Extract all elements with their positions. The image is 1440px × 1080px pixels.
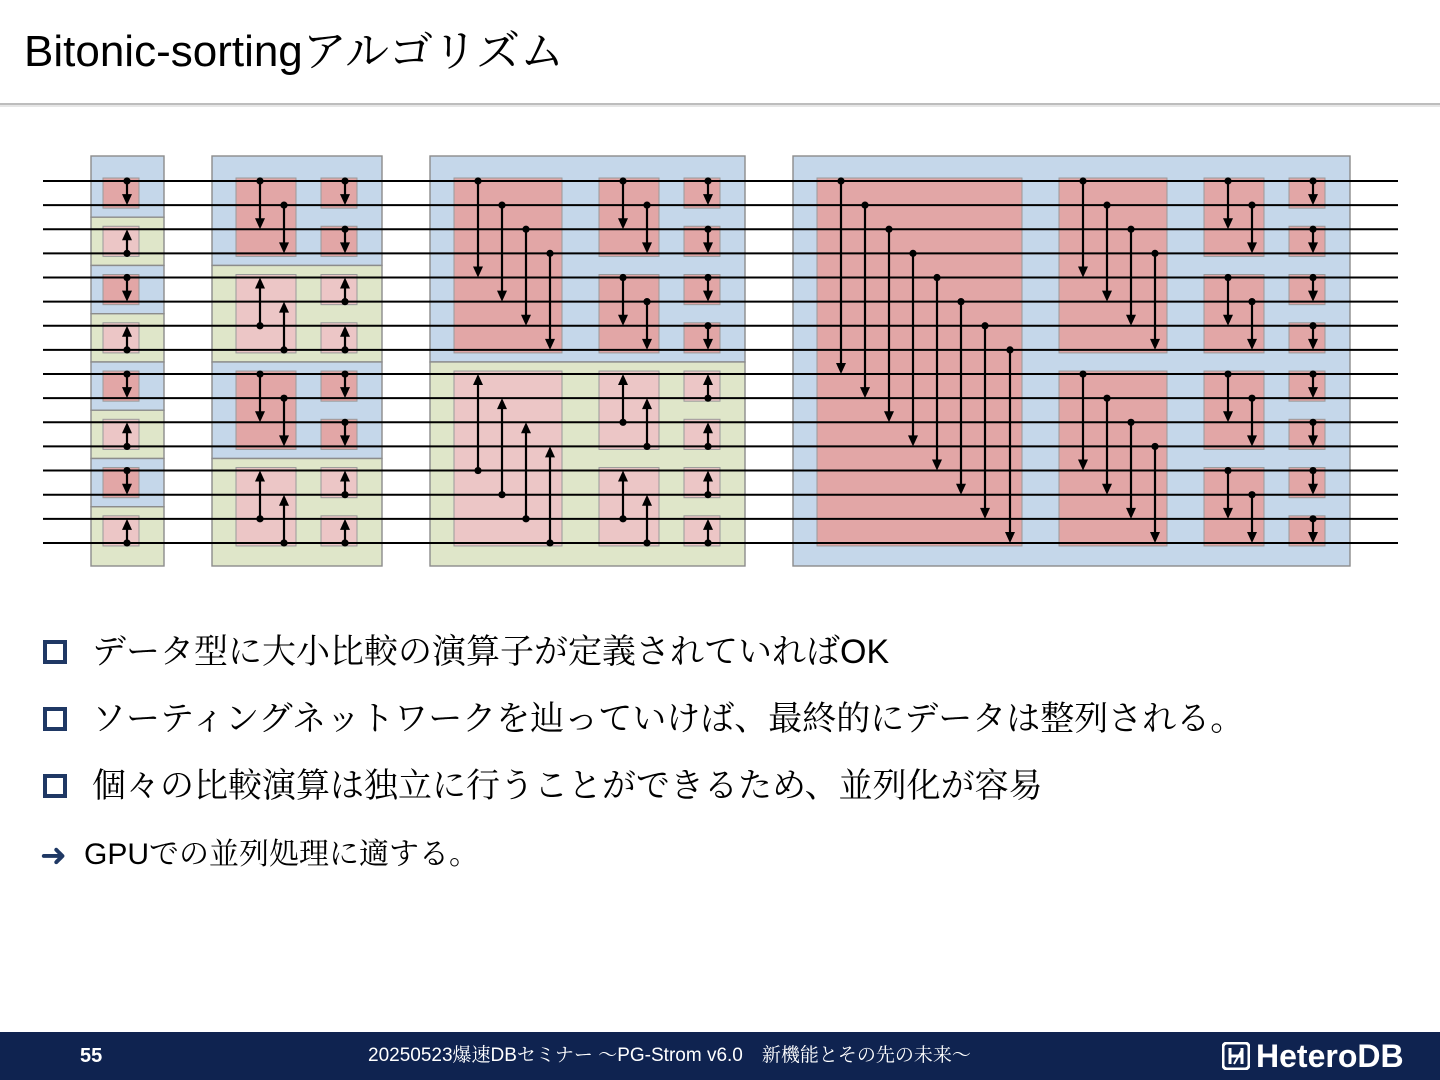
- comparator-dot: [1309, 274, 1316, 281]
- comparator-dot: [1151, 250, 1158, 257]
- comparator-dot: [522, 226, 529, 233]
- compare-block: [103, 275, 139, 305]
- comparator-dot: [546, 250, 553, 257]
- comparator-dot: [1079, 370, 1086, 377]
- comparator-dot: [341, 346, 348, 353]
- comparator-dot: [957, 298, 964, 305]
- comparator-dot: [341, 539, 348, 546]
- comparator-dot: [1224, 177, 1231, 184]
- right-arrow-icon: ➜: [40, 837, 67, 873]
- compare-block: [1289, 419, 1325, 449]
- compare-block: [236, 275, 296, 353]
- comparator-dot: [704, 177, 711, 184]
- comparator-dot: [619, 274, 626, 281]
- comparator-dot: [341, 177, 348, 184]
- compare-block: [103, 178, 139, 208]
- compare-block: [684, 419, 720, 449]
- comparator-dot: [704, 274, 711, 281]
- footer-title: 20250523爆速DBセミナー ～PG-Strom v6.0 新機能とその先の未来～: [368, 1045, 971, 1066]
- comparator-dot: [704, 539, 711, 546]
- compare-block: [684, 468, 720, 498]
- comparator-dot: [933, 274, 940, 281]
- comparator-dot: [1248, 298, 1255, 305]
- compare-block: [684, 323, 720, 353]
- comparator-dot: [643, 539, 650, 546]
- square-bullet-icon: [43, 707, 67, 731]
- comparator-dot: [1309, 419, 1316, 426]
- comparator-dot: [704, 491, 711, 498]
- comparator-dot: [704, 395, 711, 402]
- comparator-dot: [619, 177, 626, 184]
- comparator-dot: [123, 443, 130, 450]
- compare-block: [321, 275, 357, 305]
- comparator-dot: [1224, 467, 1231, 474]
- comparator-dot: [341, 226, 348, 233]
- comparator-dot: [123, 346, 130, 353]
- comparator-dot: [643, 202, 650, 209]
- comparator-dot: [643, 443, 650, 450]
- compare-block: [1289, 178, 1325, 208]
- square-bullet-icon: [43, 774, 67, 798]
- comparator-dot: [1006, 346, 1013, 353]
- comparator-dot: [1309, 177, 1316, 184]
- compare-block: [684, 226, 720, 256]
- comparator-dot: [1127, 419, 1134, 426]
- compare-block: [817, 178, 1022, 546]
- comparator-dot: [341, 370, 348, 377]
- compare-block: [103, 323, 139, 353]
- comparator-dot: [123, 274, 130, 281]
- compare-block: [321, 178, 357, 208]
- page-number: 55: [80, 1045, 103, 1067]
- compare-block: [599, 371, 659, 449]
- bullet-text: ソーティングネットワークを辿っていけば、最終的にデータは整列される。: [92, 700, 1245, 738]
- compare-block: [684, 275, 720, 305]
- bullet-text: 個々の比較演算は独立に行うことができるため、並列化が容易: [92, 767, 1043, 805]
- comparator-dot: [1309, 322, 1316, 329]
- compare-block: [599, 468, 659, 546]
- compare-block: [103, 516, 139, 546]
- comparator-dot: [123, 539, 130, 546]
- compare-block: [1289, 226, 1325, 256]
- comparator-dot: [619, 515, 626, 522]
- compare-block: [1289, 371, 1325, 401]
- comparator-dot: [474, 467, 481, 474]
- comparator-dot: [546, 539, 553, 546]
- compare-block: [684, 178, 720, 208]
- compare-block: [321, 323, 357, 353]
- comparator-dot: [280, 395, 287, 402]
- comparator-dot: [341, 298, 348, 305]
- comparator-dot: [256, 322, 263, 329]
- comparator-dot: [704, 322, 711, 329]
- comparator-dot: [704, 226, 711, 233]
- comparator-dot: [619, 419, 626, 426]
- comparator-dot: [498, 491, 505, 498]
- comparator-dot: [256, 177, 263, 184]
- comparator-dot: [256, 370, 263, 377]
- comparator-dot: [280, 202, 287, 209]
- square-bullet-icon: [43, 640, 67, 664]
- compare-block: [1289, 323, 1325, 353]
- comparator-dot: [1248, 202, 1255, 209]
- comparator-dot: [837, 177, 844, 184]
- comparator-dot: [1309, 467, 1316, 474]
- comparator-dot: [1248, 395, 1255, 402]
- page-title: Bitonic-sortingアルゴリズム: [24, 27, 565, 76]
- comparator-dot: [861, 202, 868, 209]
- compare-block: [103, 226, 139, 256]
- comparator-dot: [522, 515, 529, 522]
- comparator-dot: [981, 322, 988, 329]
- comparator-dot: [704, 443, 711, 450]
- bullet-text: データ型に大小比較の演算子が定義されていればOK: [92, 633, 890, 671]
- comparator-dot: [1224, 370, 1231, 377]
- comparator-dot: [1309, 515, 1316, 522]
- compare-block: [684, 371, 720, 401]
- comparator-dot: [909, 250, 916, 257]
- comparator-dot: [643, 298, 650, 305]
- comparator-dot: [341, 491, 348, 498]
- compare-block: [1289, 516, 1325, 546]
- comparator-dot: [1309, 370, 1316, 377]
- comparator-dot: [1079, 177, 1086, 184]
- compare-block: [321, 419, 357, 449]
- compare-block: [103, 371, 139, 401]
- comparator-dot: [341, 419, 348, 426]
- compare-block: [321, 516, 357, 546]
- footer-bar: [0, 1032, 1440, 1080]
- compare-block: [684, 516, 720, 546]
- comparator-dot: [256, 515, 263, 522]
- comparator-dot: [1151, 443, 1158, 450]
- logo-text: HeteroDB: [1256, 1038, 1404, 1074]
- comparator-dot: [1309, 226, 1316, 233]
- comparator-dot: [498, 202, 505, 209]
- comparator-dot: [280, 346, 287, 353]
- comparator-dot: [280, 539, 287, 546]
- comparator-dot: [1224, 274, 1231, 281]
- comparator-dot: [123, 250, 130, 257]
- compare-block: [103, 419, 139, 449]
- conclusion-text: GPUでの並列処理に適する。: [84, 838, 480, 871]
- heterodb-logo-icon: [1222, 1042, 1250, 1070]
- comparator-dot: [474, 177, 481, 184]
- comparator-dot: [123, 467, 130, 474]
- compare-block: [1289, 468, 1325, 498]
- comparator-dot: [1103, 395, 1110, 402]
- comparator-dot: [885, 226, 892, 233]
- comparator-dot: [1127, 226, 1134, 233]
- compare-block: [236, 468, 296, 546]
- compare-block: [103, 468, 139, 498]
- compare-block: [321, 468, 357, 498]
- compare-block: [321, 371, 357, 401]
- comparator-dot: [123, 177, 130, 184]
- compare-block: [1289, 275, 1325, 305]
- comparator-dot: [123, 370, 130, 377]
- compare-block: [321, 226, 357, 256]
- comparator-dot: [1248, 491, 1255, 498]
- comparator-dot: [1103, 202, 1110, 209]
